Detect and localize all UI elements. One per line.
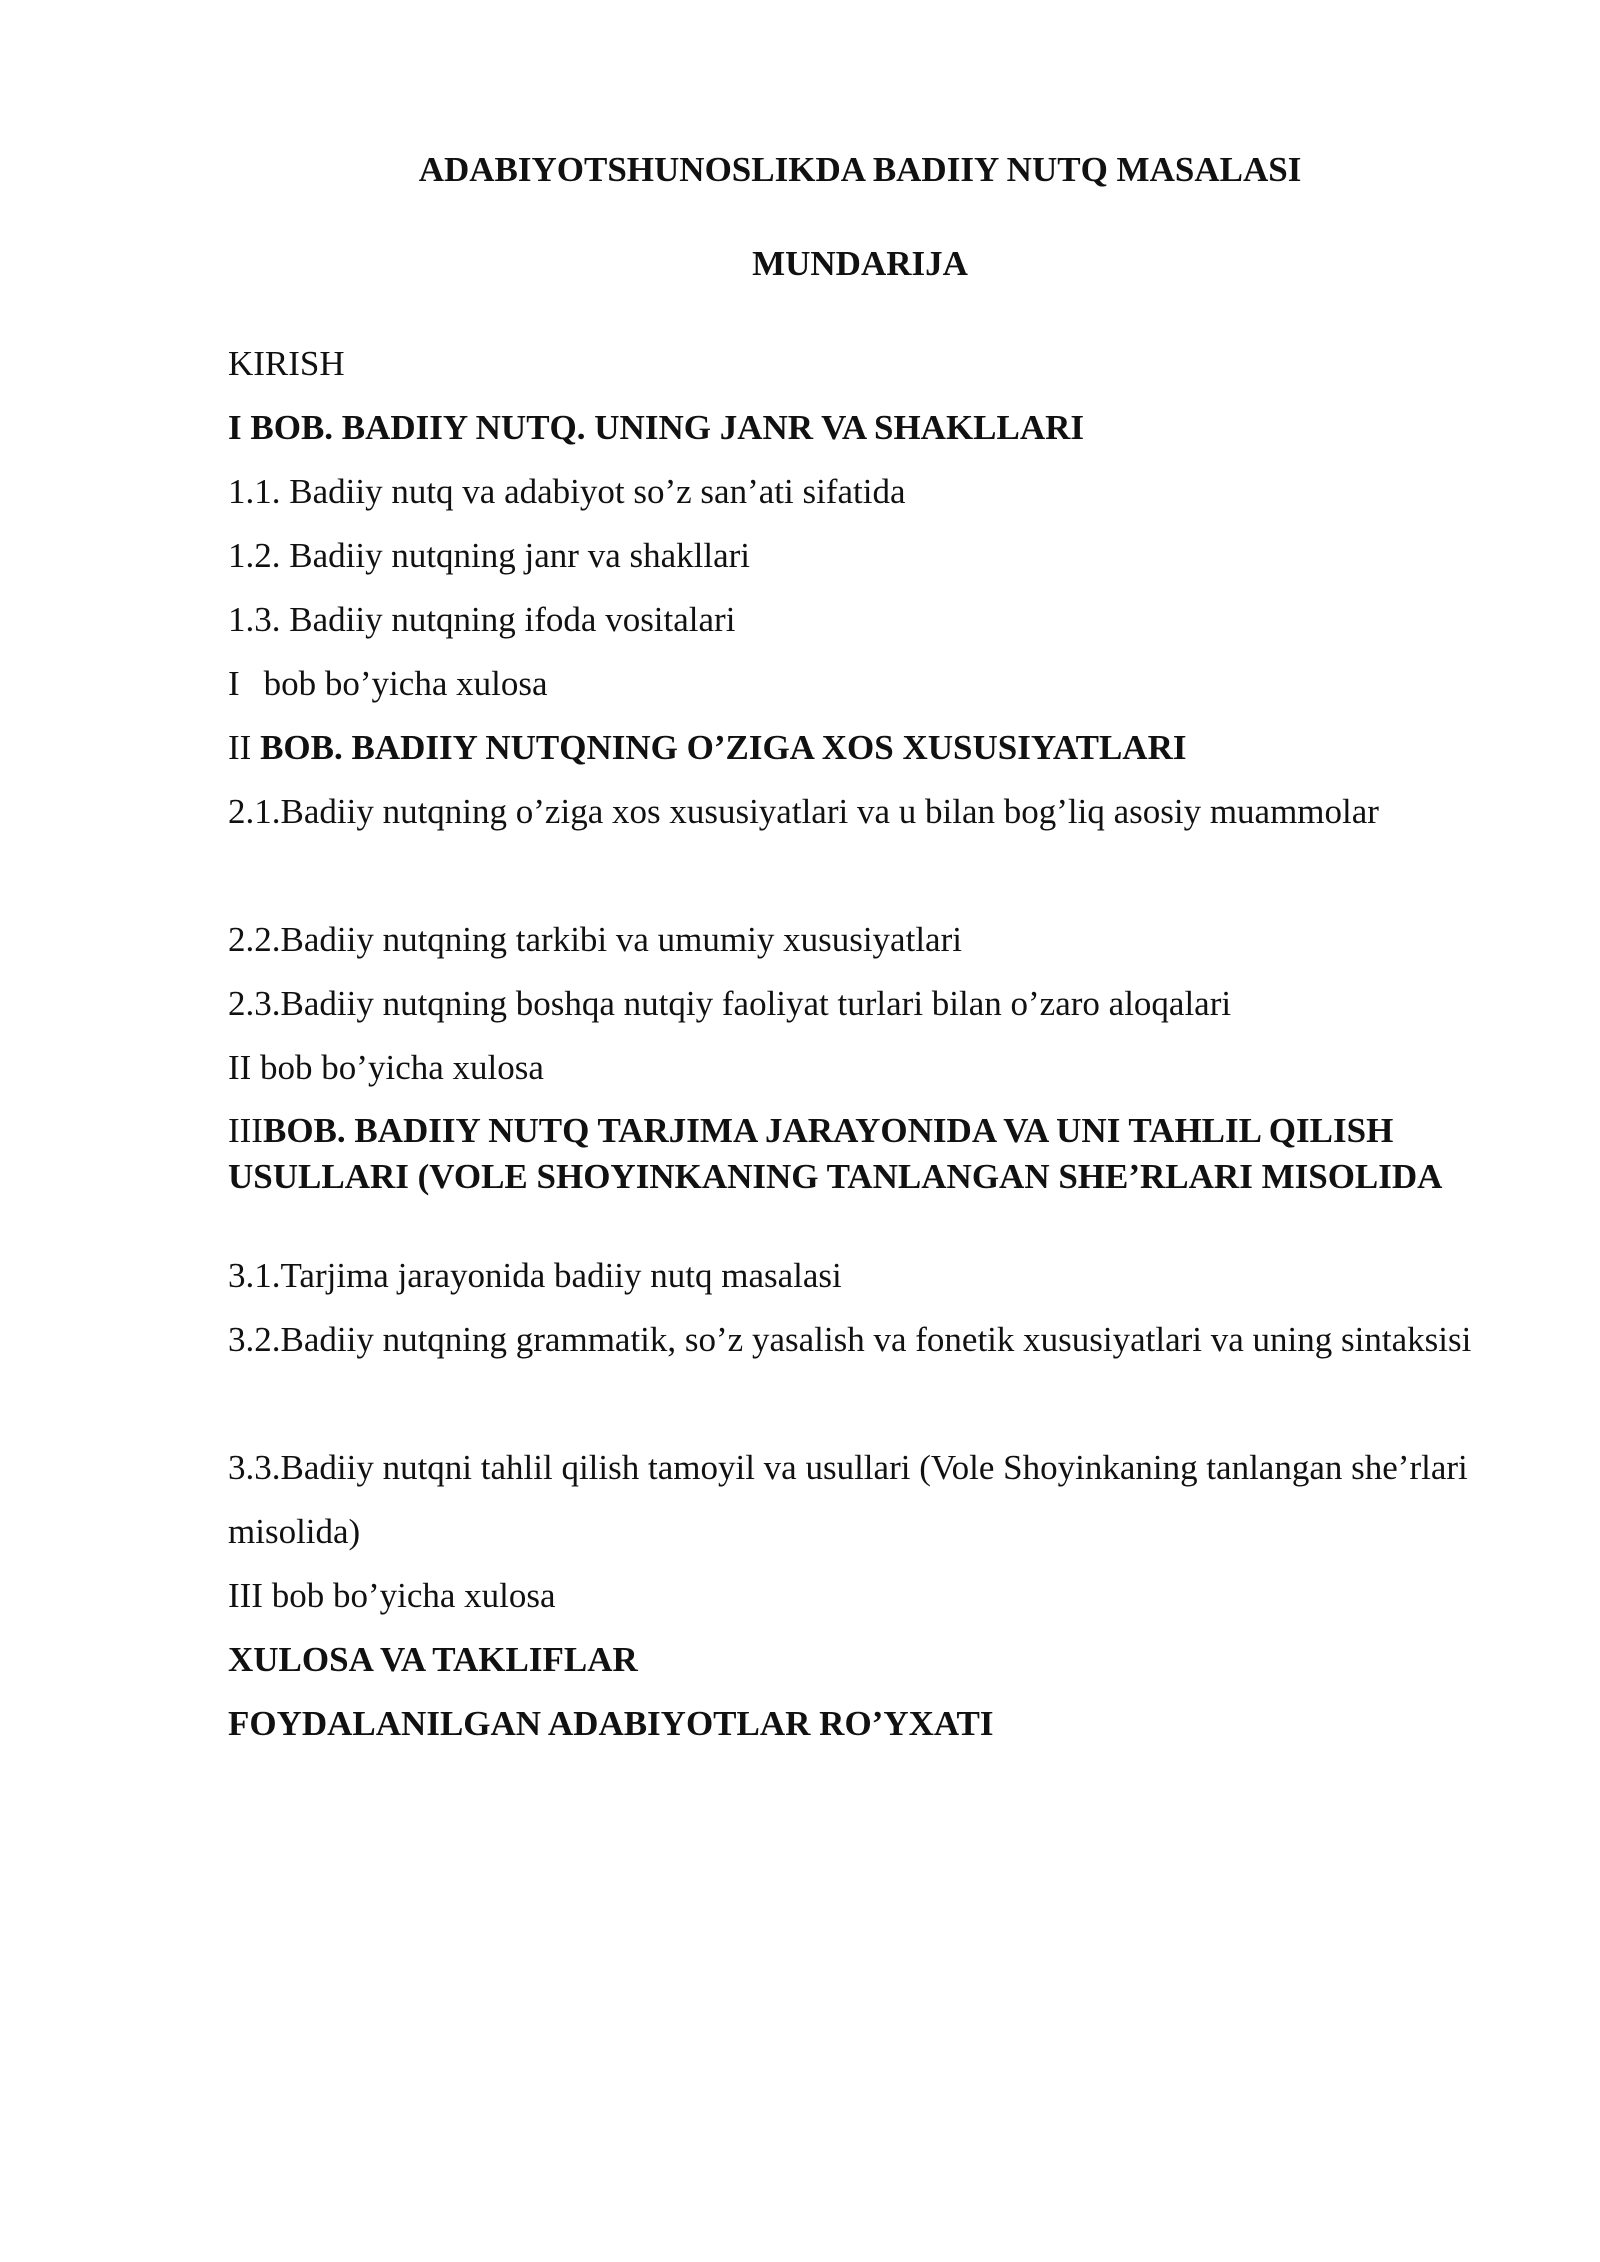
toc-chapter-1-heading: I BOB. BADIIY NUTQ. UNING JANR VA SHAKLLARI bbox=[228, 408, 1085, 447]
toc-conclusion: XULOSA VA TAKLIFLAR bbox=[228, 1640, 638, 1679]
toc-chapter-3-heading bbox=[228, 1100, 1528, 1244]
toc-item-2-3: 2.3.Badiiy nutqning boshqa nutqiy faoliyat turlari bilan o’zaro aloqalari bbox=[228, 984, 1232, 1023]
toc-item-3-3: 3.3.Badiiy nutqni tahlil qilish tamoyil va usullari (Vole Shoyinkaning tanlangan she’rlari misolida) bbox=[228, 1448, 1468, 1551]
table-of-contents bbox=[228, 332, 1528, 1756]
chapter-3-number: III bbox=[228, 1111, 263, 1150]
chapter-3-title: BOB. BADIIY NUTQ TARJIMA JARAYONIDA VA UNI TAHLIL QILISH USULLARI (VOLE SHOYINKANING TANLANGAN SHE’RLARI MISOLIDA bbox=[228, 1111, 1443, 1196]
toc-references: FOYDALANILGAN ADABIYOTLAR RO’YXATI bbox=[228, 1704, 994, 1743]
toc-item-3-1: 3.1.Tarjima jarayonida badiiy nutq masalasi bbox=[228, 1256, 842, 1295]
toc-chapter-1-summary bbox=[228, 652, 1528, 716]
document-title: ADABIYOTSHUNOSLIKDA BADIIY NUTQ MASALASI bbox=[418, 150, 1302, 189]
chapter-2-number: II bbox=[228, 728, 261, 767]
toc-item-2-1: 2.1.Badiiy nutqning o’ziga xos xususiyatlari va u bilan bog’liq asosiy muammolar bbox=[228, 792, 1379, 831]
toc-heading: MUNDARIJA bbox=[752, 244, 968, 283]
toc-intro: KIRISH bbox=[228, 344, 345, 383]
toc-chapter-3-summary: III bob bo’yicha xulosa bbox=[228, 1576, 556, 1615]
summary-1-text: bob bo’yicha xulosa bbox=[263, 664, 548, 703]
summary-1-number: I bbox=[228, 664, 240, 703]
toc-chapter-2-summary: II bob bo’yicha xulosa bbox=[228, 1048, 544, 1087]
toc-chapter-2-heading bbox=[228, 716, 1528, 780]
toc-item-1-1: 1.1. Badiiy nutq va adabiyot so’z san’ati sifatida bbox=[228, 472, 906, 511]
toc-item-3-2: 3.2.Badiiy nutqning grammatik, so’z yasalish va fonetik xususiyatlari va uning sintaksisi bbox=[228, 1320, 1472, 1359]
toc-item-1-2: 1.2. Badiiy nutqning janr va shakllari bbox=[228, 536, 750, 575]
toc-item-2-2: 2.2.Badiiy nutqning tarkibi va umumiy xususiyatlari bbox=[228, 920, 962, 959]
toc-item-1-3: 1.3. Badiiy nutqning ifoda vositalari bbox=[228, 600, 736, 639]
chapter-2-title: BOB. BADIIY NUTQNING O’ZIGA XOS XUSUSIYATLARI bbox=[260, 728, 1187, 767]
